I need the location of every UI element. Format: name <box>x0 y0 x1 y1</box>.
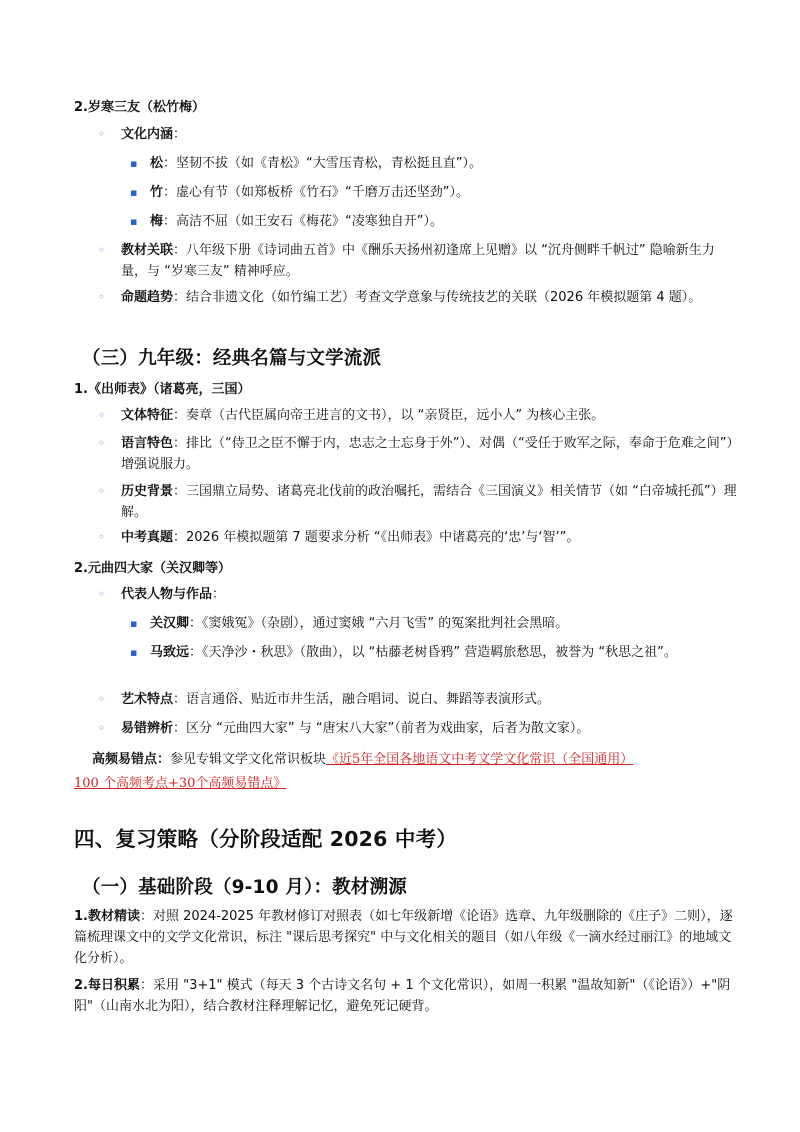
square-bullet-icon: ▪ <box>130 646 138 659</box>
heading-basic-stage: （一）基础阶段（9-10 月）：教材溯源 <box>82 877 407 898</box>
item-text: ：语言通俗、贴近市井生活，融合唱词、说白、舞蹈等表演形式。 <box>173 692 551 707</box>
list-item-representatives <box>98 584 738 605</box>
item-label: 马致远 <box>150 645 190 660</box>
hollow-circle-bullet-icon: ◦ <box>98 127 106 141</box>
item-label: 易错辨析 <box>121 721 174 736</box>
note-text: 参见专辑文学文化常识板块 <box>170 752 327 767</box>
hollow-circle-bullet-icon: ◦ <box>98 290 106 304</box>
reference-link[interactable]: 《近5年全国各地语文中考文学文化常识（全国通用） <box>326 752 634 767</box>
item-text: ：虚心有节（如郑板桥《竹石》“千磨万击还坚劲”）。 <box>163 185 469 200</box>
list-item-plum <box>130 211 730 232</box>
paragraph-textbook-reading <box>74 906 734 969</box>
item-text: ：区分 “元曲四大家” 与 “唐宋八大家”（前者为戏曲家，后者为散文家）。 <box>173 721 590 736</box>
list-item-mazhiyuan <box>130 642 730 663</box>
list-item-culture <box>98 124 738 145</box>
paragraph-text: ：采用 "3+1" 模式（每天 3 个古诗文名句 + 1 个文化常识），如周一积累 "温故知新"（《论语》）+"阴阳"（山南水北为阳），结合教材注释理解记忆，避免死记硬背。 <box>74 978 731 1014</box>
item-text: ： <box>173 127 187 142</box>
list-item-bamboo <box>130 182 730 203</box>
hollow-circle-bullet-icon: ◦ <box>98 243 106 257</box>
item-label: 教材关联 <box>121 243 174 258</box>
hollow-circle-bullet-icon: ◦ <box>98 436 106 450</box>
list-item-style <box>98 405 738 426</box>
section-title-suihan: 2.岁寒三友（松竹梅） <box>74 100 205 115</box>
item-text: ：结合非遗文化（如竹编工艺）考查文学意象与传统技艺的关联（2026 年模拟题第 4 题）。 <box>173 290 702 305</box>
paragraph-text: ：对照 2024-2025 年教材修订对照表（如七年级新增《论语》选章、九年级删除的《庄子》二则），逐篇梳理课文中的文学文化常识，标注 "课后思考探究" 中与文化相关的题目（如八年级《一滴水经过丽江》的地域文化分析）。 <box>74 909 733 966</box>
item-label: 艺术特点 <box>121 692 174 707</box>
item-label: 梅 <box>150 214 164 229</box>
heading-review-strategy: 四、复习策略（分阶段适配 2026 中考） <box>74 827 458 851</box>
item-text: ：排比（“侍卫之臣不懈于内，忠志之士忘身于外”）、对偶（“受任于败军之际，奉命于危难之间”）增强说服力。 <box>121 436 733 472</box>
list-item-pine <box>130 153 730 174</box>
paragraph-daily-accumulation <box>74 975 734 1017</box>
heading-grade9: （三）九年级：经典名篇与文学流派 <box>82 348 382 369</box>
hollow-circle-bullet-icon: ◦ <box>98 408 106 422</box>
list-item-exam <box>98 527 738 548</box>
hollow-circle-bullet-icon: ◦ <box>98 530 106 544</box>
list-item-history <box>98 481 738 523</box>
list-item-art <box>98 689 738 710</box>
list-item-guanhanqing <box>130 613 730 634</box>
item-label: 命题趋势 <box>121 290 174 305</box>
item-text: ： <box>212 587 226 602</box>
hollow-circle-bullet-icon: ◦ <box>98 587 106 601</box>
item-label: 语言特色 <box>121 436 174 451</box>
item-label: 文体特征 <box>121 408 174 423</box>
square-bullet-icon: ▪ <box>130 186 138 199</box>
item-label: 关汉卿 <box>150 616 190 631</box>
item-text: ：奏章（古代臣属向帝王进言的文书），以 “亲贤臣，远小人” 为核心主张。 <box>173 408 605 423</box>
item-text: ：高洁不屈（如王安石《梅花》“凌寒独自开”）。 <box>163 214 443 229</box>
item-label: 松 <box>150 156 164 171</box>
section-title-chushibiao: 1.《出师表》（诸葛亮，三国） <box>74 382 251 397</box>
high-frequency-note <box>74 748 734 796</box>
item-text: ：坚韧不拔（如《青松》“大雪压青松，青松挺且直”）。 <box>163 156 482 171</box>
list-item-language <box>98 433 738 475</box>
item-text: ：2026 年模拟题第 7 题要求分析 “《出师表》中诸葛亮的‘忠’与‘智’”。 <box>173 530 580 545</box>
square-bullet-icon: ▪ <box>130 157 138 170</box>
item-text: ：三国鼎立局势、诸葛亮北伐前的政治嘱托，需结合《三国演义》相关情节（如 “白帝城托孤”）理解。 <box>121 484 737 520</box>
list-item-error <box>98 718 738 739</box>
square-bullet-icon: ▪ <box>130 215 138 228</box>
hollow-circle-bullet-icon: ◦ <box>98 484 106 498</box>
hollow-circle-bullet-icon: ◦ <box>98 692 106 706</box>
paragraph-label: 1.教材精读 <box>74 909 140 924</box>
section-title-yuanqu: 2.元曲四大家（关汉卿等） <box>74 561 231 576</box>
square-bullet-icon: ▪ <box>130 617 138 630</box>
hollow-circle-bullet-icon: ◦ <box>98 721 106 735</box>
list-item-textbook <box>98 240 738 282</box>
note-label: 高频易错点： <box>92 752 171 767</box>
item-text: ：八年级下册《诗词曲五首》中《酬乐天扬州初逢席上见赠》以 “沉舟侧畔千帆过” 隐喻新生力量，与 “岁寒三友” 精神呼应。 <box>121 243 715 279</box>
item-text: ：《天净沙・秋思》（散曲），以 “枯藤老树昏鸦” 营造羁旅愁思，被誉为 “秋思之祖”。 <box>189 645 677 660</box>
item-text: ：《窦娥冤》（杂剧），通过窦娥 “六月飞雪” 的冤案批判社会黑暗。 <box>189 616 569 631</box>
item-label: 中考真题 <box>121 530 174 545</box>
list-item-trend <box>98 287 738 308</box>
paragraph-label: 2.每日积累 <box>74 978 140 993</box>
item-label: 历史背景 <box>121 484 174 499</box>
item-label: 文化内涵 <box>121 127 174 142</box>
reference-link-continued[interactable]: 100 个高频考点+30个高频易错点》 <box>74 776 287 791</box>
item-label: 竹 <box>150 185 164 200</box>
item-label: 代表人物与作品 <box>121 587 213 602</box>
